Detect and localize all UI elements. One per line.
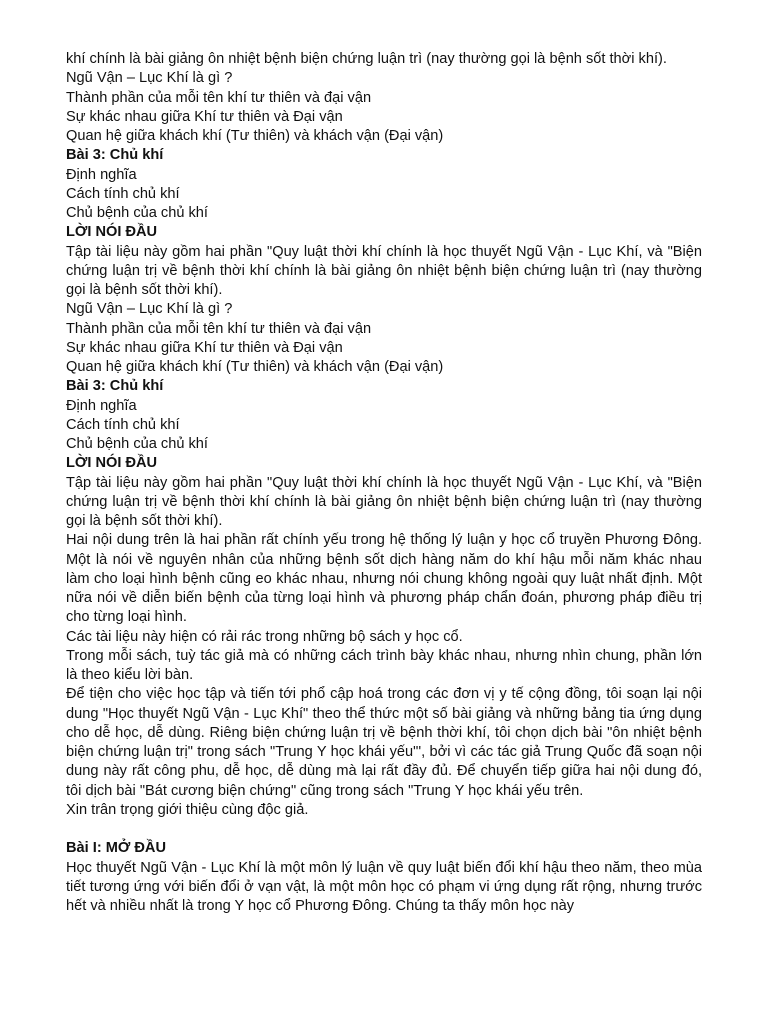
text-line: Quan hệ giữa khách khí (Tư thiên) và khách vận (Đại vận): [66, 128, 444, 144]
body-paragraph: Các tài liệu này hiện có rải rác trong những bộ sách y học cổ.: [66, 628, 463, 645]
text-line: Thành phần của mỗi tên khí tư thiên và đại vận: [66, 320, 372, 337]
text-line: Sự khác nhau giữa Khí tư thiên và Đại vận: [66, 339, 343, 356]
text-line: Định nghĩa: [66, 397, 137, 414]
text-line: Cách tính chủ khí: [66, 185, 180, 202]
text-line: Sự khác nhau giữa Khí tư thiên và Đại vận: [66, 108, 343, 125]
text-line: Quan hệ giữa khách khí (Tư thiên) và khách vận (Đại vận): [66, 359, 444, 375]
text-line: Chủ bệnh của chủ khí: [66, 205, 208, 221]
blank-line: [66, 820, 702, 839]
body-paragraph: Trong mỗi sách, tuỳ tác giả mà có những cách trình bày khác nhau, nhưng nhìn chung, phần lớn là theo kiểu lời bàn.: [66, 647, 702, 683]
body-paragraph: Để tiện cho việc học tập và tiến tới phổ cập hoá trong các đơn vị y tế cộng đồng, tôi soạn lại nội dung "Học thuyết Ngũ Vận - Lục Khí" theo thể thức một số bài giảng và những bảng tia ứng dụng cho dễ học, dễ dùng. Riêng biện chứng luận trị về bệnh thời khí, tôi chọn dịch bài "ôn nhiệt bệnh biện chứng luận trị" trong sách "Trung Y học khái yếu"', bởi vì các tác giả Trung Quốc đã soạn nội dung này rất công phu, dễ học, dễ dùng mà lại rất đầy đủ. Để chuyển tiếp giữa hai nội dung đó, tôi dịch bài "Bát cương biện chứng" cũng trong sách "Trung Y học khái yếu trên.: [66, 686, 702, 799]
body-paragraph: Tập tài liệu này gồm hai phần "Quy luật thời khí chính là học thuyết Ngũ Vận - Lục Khí, và "Biện chứng luận trị về bệnh thời khí chính là bài giảng ôn nhiệt bệnh biện chứng luận trì (nay thường gọi là bệnh sốt thời khí).: [66, 474, 702, 529]
section-heading: Bài I: MỞ ĐẦU: [66, 840, 167, 857]
text-line: Xin trân trọng giới thiệu cùng độc giả.: [66, 801, 309, 818]
text-line: Cách tính chủ khí: [66, 416, 180, 433]
section-heading: LỜI NÓI ĐẦU: [66, 224, 158, 241]
body-paragraph: Học thuyết Ngũ Vận - Lục Khí là một môn lý luận về quy luật biến đổi khí hậu theo năm, theo mùa tiết tương ứng với biến đổi ở vạn vật, là một môn học có phạm vi ứng dụng rất rộng, nhưng trước hết và nhiều nhất là trong Y học cổ Phương Đông. Chúng ta thấy môn học này: [66, 859, 702, 914]
text-line: Ngũ Vận – Lục Khí là gì ?: [66, 301, 233, 318]
body-paragraph: khí chính là bài giảng ôn nhiệt bệnh biện chứng luận trì (nay thường gọi là bệnh sốt thời khí).: [66, 51, 667, 67]
text-line: Chủ bệnh của chủ khí: [66, 436, 208, 452]
text-line: Định nghĩa: [66, 166, 137, 183]
text-line: Ngũ Vận – Lục Khí là gì ?: [66, 70, 233, 87]
section-heading: Bài 3: Chủ khí: [66, 378, 164, 395]
section-heading: LỜI NÓI ĐẦU: [66, 455, 158, 472]
body-paragraph: Hai nội dung trên là hai phần rất chính yếu trong hệ thống lý luận y học cổ truyền Phương Đông. Một là nói về nguyên nhân của những bệnh sốt dịch hàng năm do khí hậu mỗi năm khác nhau làm cho loại hình bệnh cũng eo khác nhau, nhưng nói chung không ngoài quy luật nhất định. Một nữa nói về diễn biến bệnh của từng loại hình và phương pháp chẩn đoán, phương pháp điều trị cho từng loại hình.: [66, 532, 702, 626]
text-line: Thành phần của mỗi tên khí tư thiên và đại vận: [66, 89, 372, 106]
section-heading: Bài 3: Chủ khí: [66, 147, 164, 164]
body-paragraph: Tập tài liệu này gồm hai phần "Quy luật thời khí chính là học thuyết Ngũ Vận - Lục Khí, và "Biện chứng luận trị về bệnh thời khí chính là bài giảng ôn nhiệt bệnh biện chứng luận trì (nay thường gọi là bệnh sốt thời khí).: [66, 243, 702, 298]
